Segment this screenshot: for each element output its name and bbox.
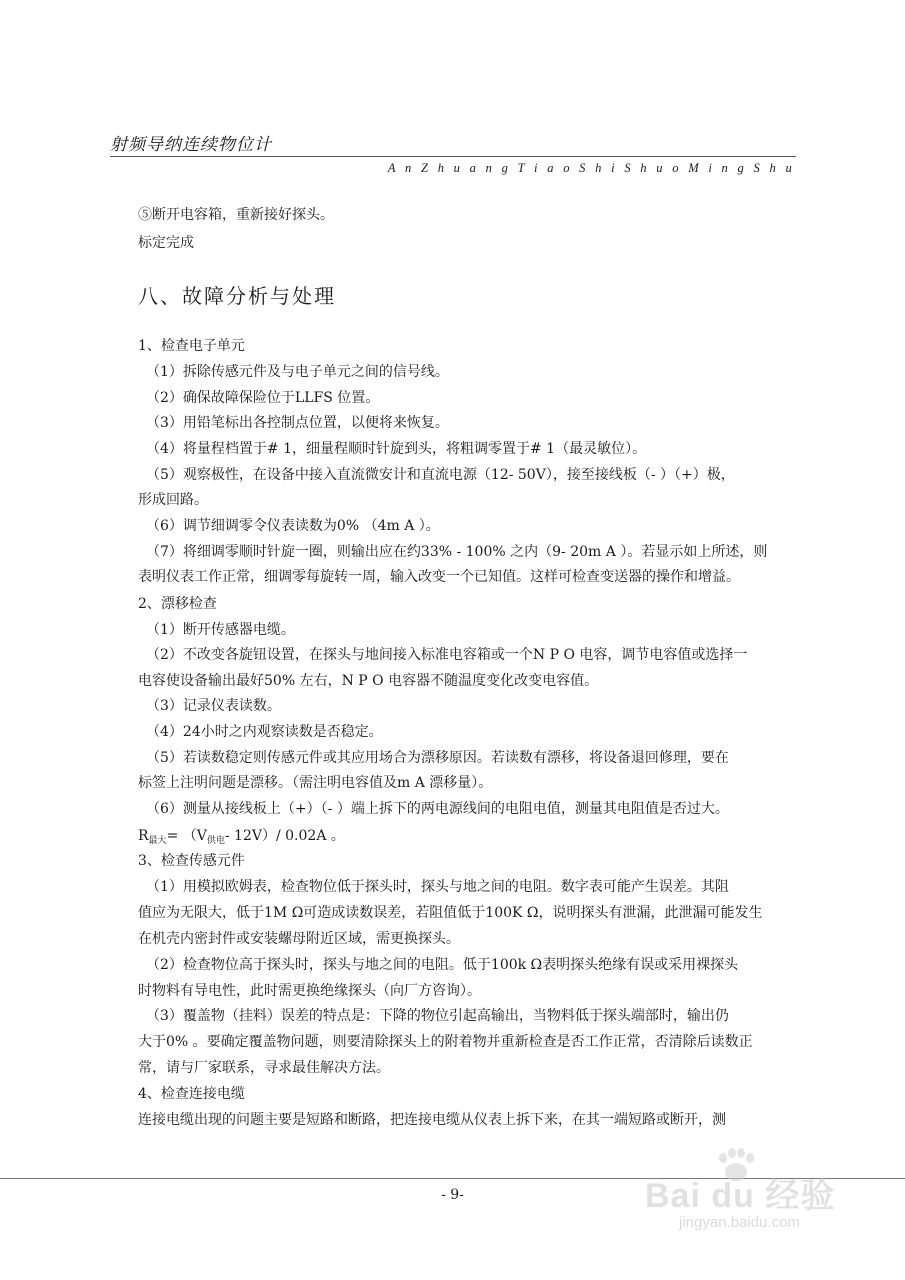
paragraph-line: 连接电缆出现的问题主要是短路和断路，把连接电缆从仪表上拆下来，在其一端短路或断开，测 [138,1112,726,1128]
subsection-heading: 4、检查连接电缆 [138,1086,245,1102]
paragraph-line: 时物料有导电性，此时需更换绝缘探头（向厂方咨询）。 [138,983,481,999]
subsection-heading: 3、检查传感元件 [138,853,245,869]
paragraph-line: （1）用模拟欧姆表，检查物位低于探头时，探头与地之间的电阻。数字表可能产生误差。其阻 [146,879,729,895]
subsection-heading: 2、漂移检查 [138,596,217,612]
paragraph-line: （1）断开传感器电缆。 [146,622,295,638]
paragraph-line: 表明仪表工作正常，细调零每旋转一周，输入改变一个已知值。这样可检查变送器的操作和增益。 [138,569,740,585]
header-rule [110,156,796,157]
intro-step5: ⑤断开电容箱，重新接好探头。 [138,207,334,223]
paragraph-line: （2）不改变各旋钮设置，在探头与地间接入标准电容箱或一个N P O 电容，调节电容值或选择一 [146,647,748,663]
subsection-heading: 1、检查电子单元 [138,338,245,354]
paragraph-line: （5）观察极性，在设备中接入直流微安计和直流电源（12- 50V），接至接线板（- ）（+）极， [146,467,735,483]
baidu-watermark [645,1148,875,1238]
paragraph-line: 形成回路。 [138,492,208,508]
formula-mid: = （V [166,828,207,844]
header-subtitle: A n Z h u a n g T i a o S h i S h u o M i n g S h u [387,161,795,175]
paragraph-line: （5）若读数稳定则传感元件或其应用场合为漂移原因。若读数有漂移，将设备退回修理，要在 [146,750,729,766]
paragraph-line: （3）用铅笔标出各控制点位置，以便将来恢复。 [146,415,449,431]
formula-r: R [138,828,149,844]
formula-v-subscript: 供电 [206,836,225,846]
paragraph-line: （4）24小时之内观察读数是否稳定。 [146,724,383,740]
formula-r-subscript: 最大 [148,836,167,846]
paragraph-line: （1）拆除传感元件及与电子单元之间的信号线。 [146,364,449,380]
formula-line [138,826,345,851]
paragraph-line: 在机壳内密封件或安装螺母附近区域，需更换探头。 [138,931,460,947]
header-title: 射频导纳连续物位计 [110,135,272,155]
paragraph-line: （6）测量从接线板上（+）（- ）端上拆下的两电源线间的电阻电值，测量其电阻值是否过大。 [146,801,729,817]
paragraph-line: 标签上注明问题是漂移。（需注明电容值及m A 漂移量）。 [138,775,493,791]
paragraph-line: （7）将细调零顺时针旋一圈，则输出应在约33% - 100% 之内（9- 20m A ）。若显示如上所述，则 [146,544,768,560]
watermark-brand: Bai du 经验 [645,1177,836,1215]
paragraph-line: （2）确保故障保险位于LLFS 位置。 [146,390,380,406]
paragraph-line: 电容使设备输出最好50% 左右，N P O 电容器不随温度变化改变电容值。 [138,673,599,689]
paragraph-line: 常，请与厂家联系，寻求最佳解决方法。 [138,1060,390,1076]
paragraph-line: （3）记录仪表读数。 [146,698,281,714]
paragraph-line: 值应为无限大，低于1M Ω可造成读数误差，若阻值低于100K Ω，说明探头有泄漏，此泄漏可能发生 [138,905,763,921]
page-number: - 9- [441,1187,464,1203]
intro-done: 标定完成 [138,235,194,251]
section-title: 八、故障分析与处理 [138,284,336,308]
paragraph-line: （6）调节细调零令仪表读数为0% （4m A ）。 [146,518,440,534]
paragraph-line: （4）将量程档置于# 1，细量程顺时针旋到头，将粗调零置于# 1（最灵敏位）。 [146,441,647,457]
formula-tail: - 12V）/ 0.02A 。 [224,828,345,844]
watermark-url: jingyan.baidu.com [679,1214,800,1231]
paragraph-line: 大于0% 。要确定覆盖物问题，则要清除探头上的附着物并重新检查是否工作正常，否清除后读数正 [138,1034,753,1050]
paragraph-line: （3）覆盖物（挂料）误差的特点是：下降的物位引起高输出，当物料低于探头端部时，输出仍 [146,1008,729,1024]
paragraph-line: （2）检查物位高于探头时，探头与地之间的电阻。低于100k Ω表明探头绝缘有误或采用裸探头 [146,957,739,973]
